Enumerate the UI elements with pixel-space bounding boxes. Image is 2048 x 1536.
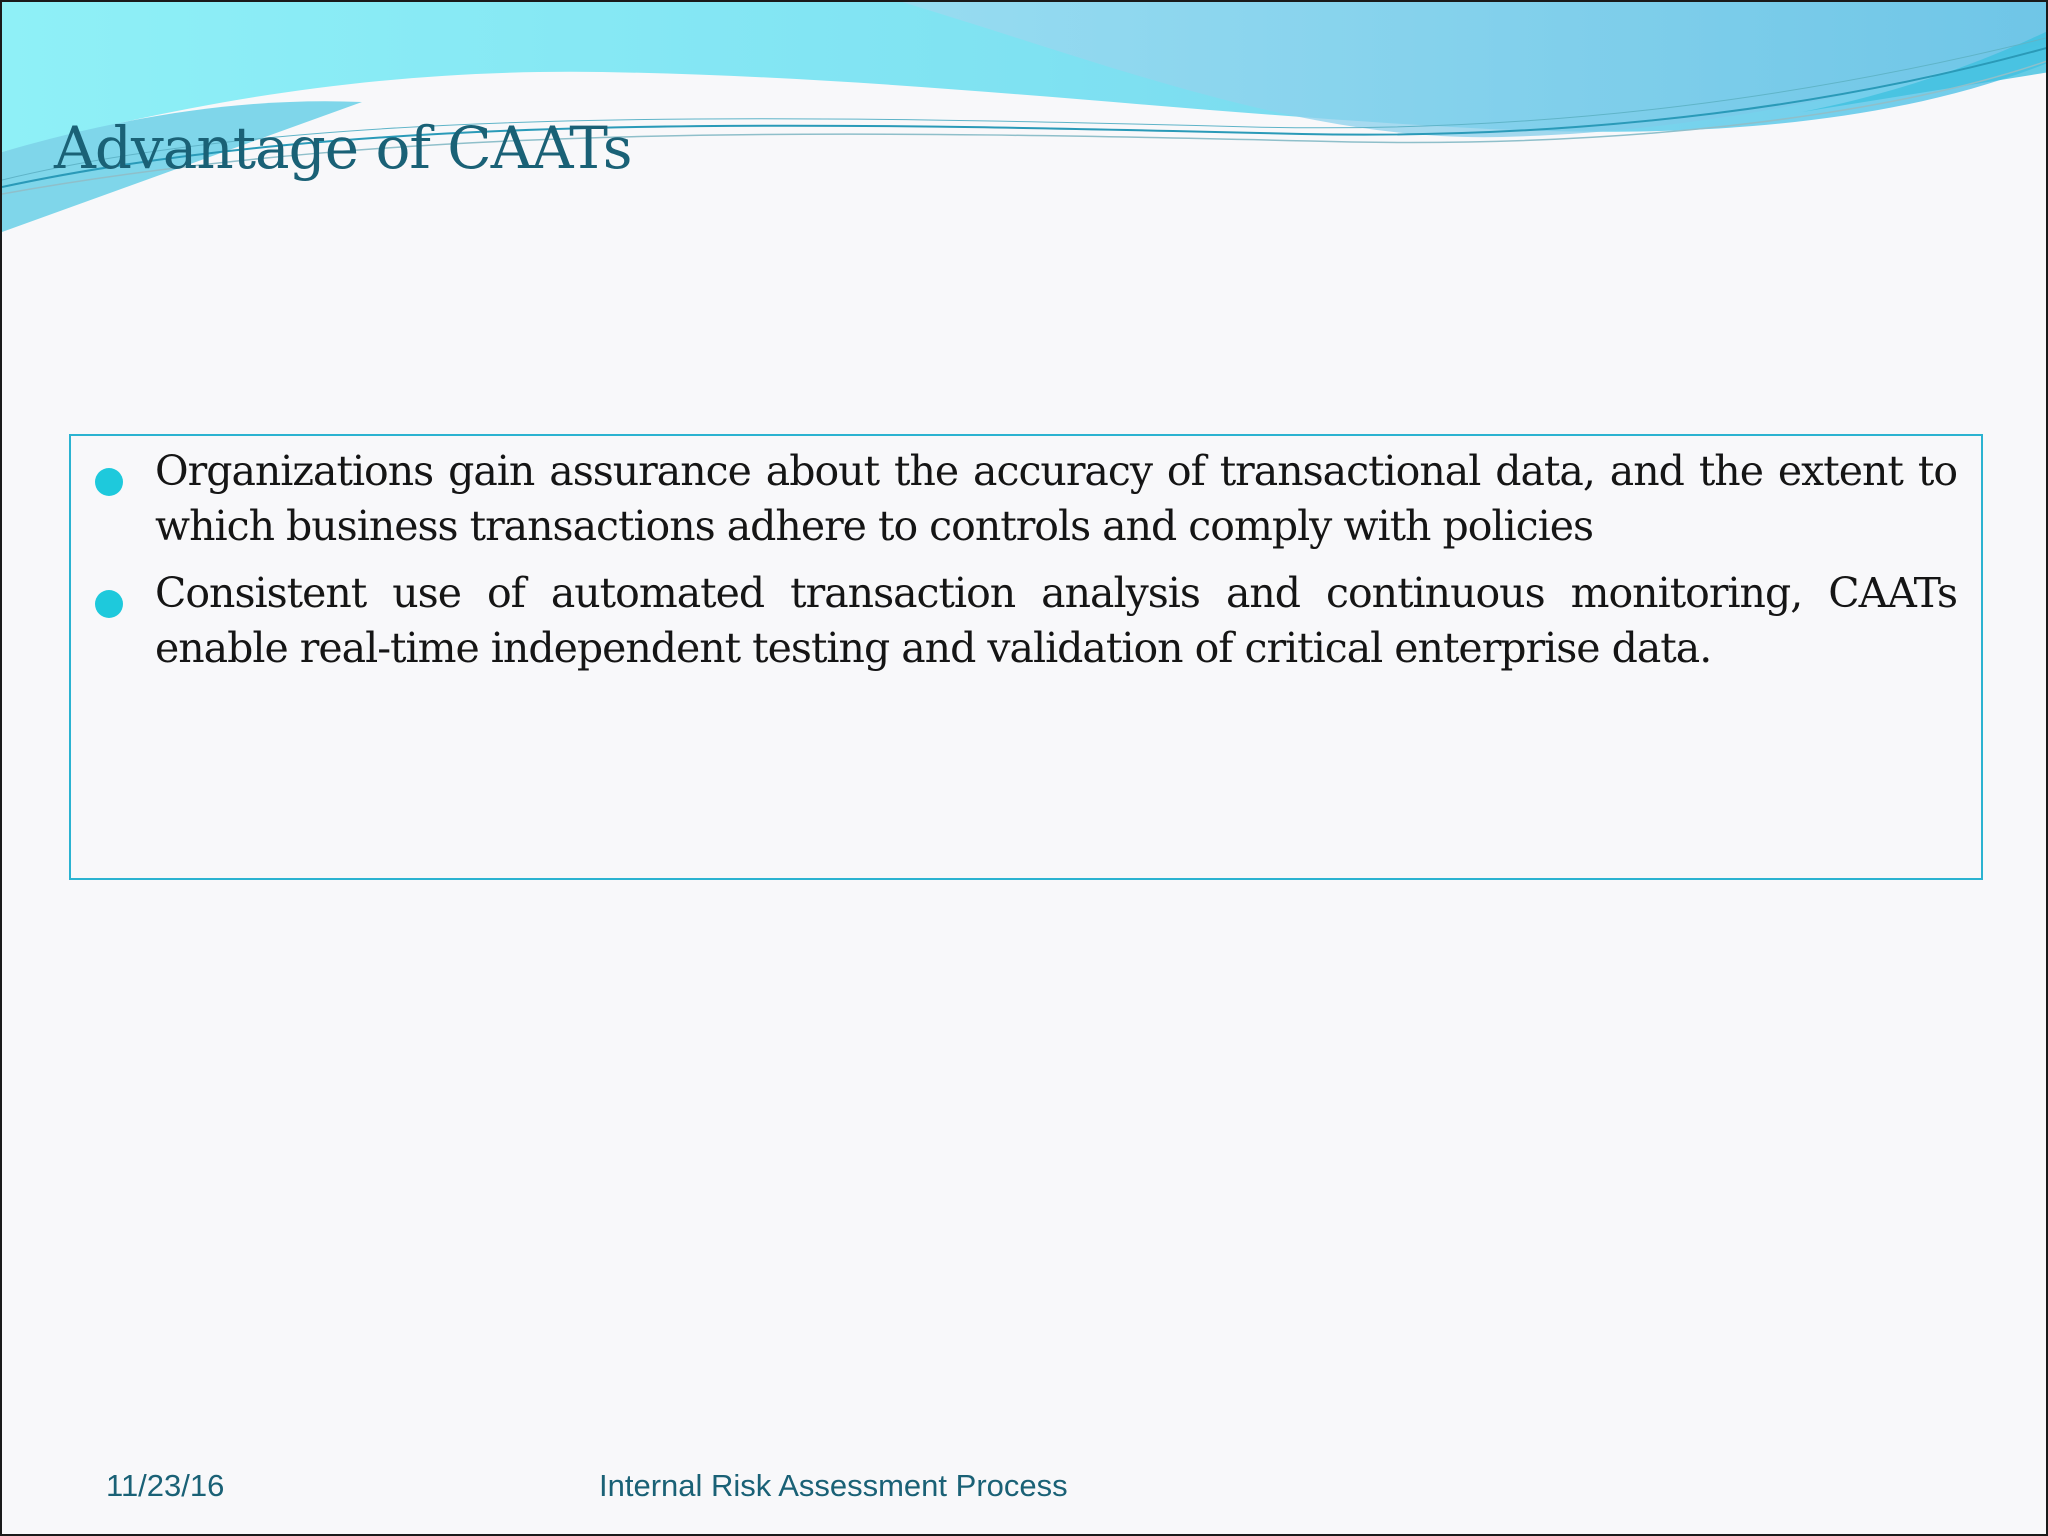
bullet-text: Consistent use of automated transaction analysis and continuous monitoring, CAATs enable real-time independent testing and validation of critical enterprise data. (155, 569, 1957, 672)
bullet-item (71, 444, 1957, 554)
content-box (69, 434, 1983, 880)
slide-title: Advantage of CAATs (54, 114, 632, 182)
bullet-list (71, 444, 1957, 676)
footer-title: Internal Risk Assessment Process (599, 1468, 1068, 1503)
bullet-item (71, 566, 1957, 676)
bullet-dot-icon (95, 468, 123, 496)
bullet-text: Organizations gain assurance about the accuracy of transactional data, and the extent to which business transactions adhere to controls and comply with policies (155, 447, 1957, 550)
footer-date: 11/23/16 (106, 1468, 225, 1503)
bullet-dot-icon (95, 590, 123, 618)
